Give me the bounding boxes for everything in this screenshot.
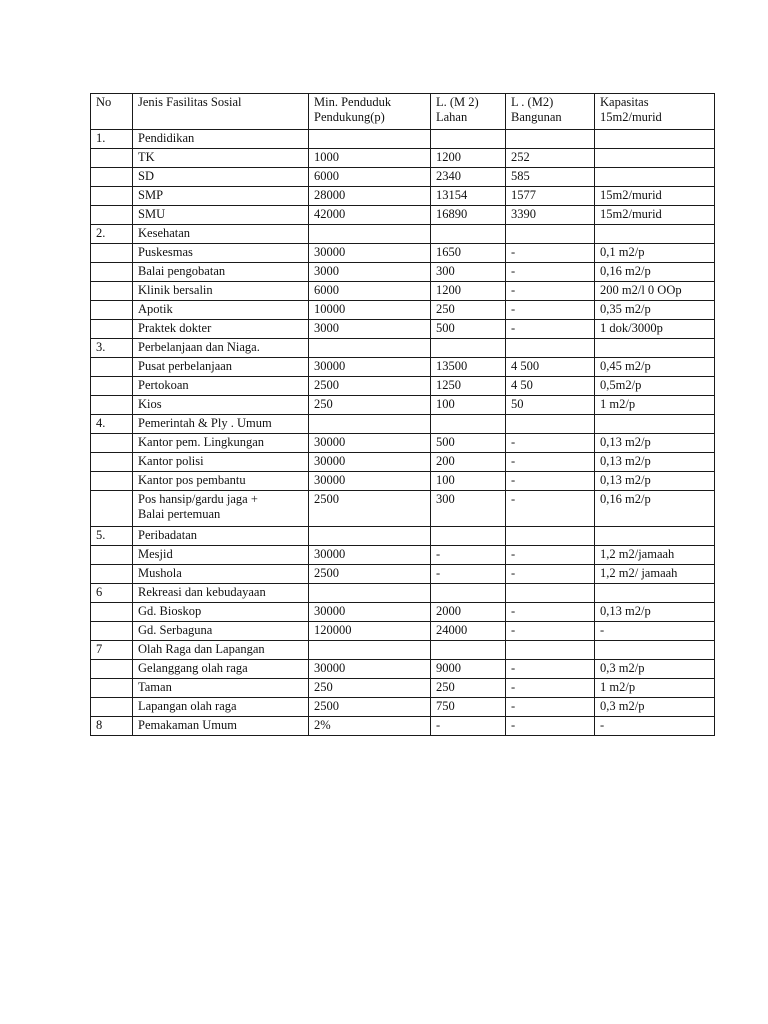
cell-no: 4. (91, 415, 133, 434)
cell-no (91, 187, 133, 206)
cell-capacity: 0,5m2/p (595, 377, 715, 396)
table-row (91, 717, 715, 736)
table-row (91, 377, 715, 396)
cell-land-area: - (431, 565, 506, 584)
cell-building-area: - (506, 453, 595, 472)
cell-building-area (506, 641, 595, 660)
cell-min-population (309, 527, 431, 546)
table-row (91, 660, 715, 679)
cell-min-population (309, 415, 431, 434)
table-row (91, 130, 715, 149)
header-row (91, 94, 715, 130)
cell-no (91, 472, 133, 491)
cell-capacity: 0,1 m2/p (595, 244, 715, 263)
table-row (91, 603, 715, 622)
cell-no (91, 263, 133, 282)
cell-capacity: 0,45 m2/p (595, 358, 715, 377)
cell-building-area: - (506, 244, 595, 263)
table-row (91, 320, 715, 339)
cell-building-area: 4 50 (506, 377, 595, 396)
cell-facility-type: Pusat perbelanjaan (133, 358, 309, 377)
cell-facility-type: Praktek dokter (133, 320, 309, 339)
table-row (91, 206, 715, 225)
cell-min-population: 30000 (309, 358, 431, 377)
cell-facility-type: Perbelanjaan dan Niaga. (133, 339, 309, 358)
cell-no (91, 396, 133, 415)
table-row (91, 698, 715, 717)
cell-building-area (506, 527, 595, 546)
cell-capacity: 1 m2/p (595, 679, 715, 698)
table-row (91, 168, 715, 187)
cell-min-population: 3000 (309, 320, 431, 339)
cell-facility-type: Kios (133, 396, 309, 415)
cell-building-area: 50 (506, 396, 595, 415)
cell-no: 3. (91, 339, 133, 358)
cell-capacity: 0,16 m2/p (595, 491, 715, 527)
cell-no (91, 660, 133, 679)
table-row (91, 622, 715, 641)
table-row (91, 434, 715, 453)
cell-building-area: - (506, 660, 595, 679)
table-row (91, 225, 715, 244)
cell-capacity: 1 m2/p (595, 396, 715, 415)
cell-no (91, 565, 133, 584)
cell-facility-type: SMU (133, 206, 309, 225)
cell-facility-type: Pemerintah & Ply . Umum (133, 415, 309, 434)
cell-land-area: 16890 (431, 206, 506, 225)
cell-capacity (595, 130, 715, 149)
cell-no: 8 (91, 717, 133, 736)
cell-building-area: - (506, 565, 595, 584)
cell-building-area: - (506, 301, 595, 320)
cell-building-area: 252 (506, 149, 595, 168)
table-row (91, 301, 715, 320)
cell-building-area (506, 130, 595, 149)
cell-capacity (595, 527, 715, 546)
cell-capacity (595, 584, 715, 603)
cell-min-population: 30000 (309, 660, 431, 679)
cell-no (91, 679, 133, 698)
cell-land-area (431, 225, 506, 244)
cell-land-area: 750 (431, 698, 506, 717)
cell-land-area: 24000 (431, 622, 506, 641)
cell-min-population: 28000 (309, 187, 431, 206)
cell-capacity: 0,3 m2/p (595, 660, 715, 679)
cell-land-area: 100 (431, 396, 506, 415)
cell-land-area: 1250 (431, 377, 506, 396)
cell-land-area: 250 (431, 679, 506, 698)
cell-capacity: 0,3 m2/p (595, 698, 715, 717)
cell-facility-type: Mesjid (133, 546, 309, 565)
cell-min-population: 2500 (309, 565, 431, 584)
cell-facility-type: Kantor pem. Lingkungan (133, 434, 309, 453)
cell-min-population: 1000 (309, 149, 431, 168)
cell-min-population (309, 641, 431, 660)
cell-land-area: 1200 (431, 149, 506, 168)
header-min-population: Min. Penduduk Pendukung(p) (309, 94, 431, 130)
cell-facility-type: Lapangan olah raga (133, 698, 309, 717)
cell-no (91, 698, 133, 717)
cell-min-population: 3000 (309, 263, 431, 282)
cell-land-area: 500 (431, 434, 506, 453)
cell-land-area: - (431, 717, 506, 736)
table-row (91, 396, 715, 415)
cell-capacity (595, 149, 715, 168)
table-row (91, 187, 715, 206)
cell-land-area: 200 (431, 453, 506, 472)
cell-min-population: 250 (309, 679, 431, 698)
cell-capacity: 0,13 m2/p (595, 603, 715, 622)
cell-min-population: 2500 (309, 491, 431, 527)
header-no: No (91, 94, 133, 130)
cell-facility-type: Pos hansip/gardu jaga + Balai pertemuan (133, 491, 309, 527)
cell-facility-type: Rekreasi dan kebudayaan (133, 584, 309, 603)
cell-facility-type: Balai pengobatan (133, 263, 309, 282)
cell-capacity: 0,13 m2/p (595, 472, 715, 491)
cell-no (91, 149, 133, 168)
table-row (91, 641, 715, 660)
cell-building-area: - (506, 491, 595, 527)
cell-land-area: 300 (431, 263, 506, 282)
cell-min-population: 120000 (309, 622, 431, 641)
cell-no (91, 282, 133, 301)
header-land-area: L. (M 2) Lahan (431, 94, 506, 130)
cell-facility-type: Gd. Serbaguna (133, 622, 309, 641)
header-facility-type: Jenis Fasilitas Sosial (133, 94, 309, 130)
header-capacity: Kapasitas 15m2/murid (595, 94, 715, 130)
cell-building-area: - (506, 434, 595, 453)
cell-min-population: 30000 (309, 546, 431, 565)
cell-facility-type: Puskesmas (133, 244, 309, 263)
cell-capacity: - (595, 622, 715, 641)
cell-facility-type: Pertokoan (133, 377, 309, 396)
cell-no (91, 358, 133, 377)
cell-building-area (506, 584, 595, 603)
cell-facility-type: Taman (133, 679, 309, 698)
cell-building-area: - (506, 679, 595, 698)
cell-min-population: 30000 (309, 603, 431, 622)
cell-building-area: - (506, 472, 595, 491)
cell-no (91, 434, 133, 453)
table-row (91, 527, 715, 546)
cell-land-area: 250 (431, 301, 506, 320)
table-row (91, 339, 715, 358)
cell-land-area: 9000 (431, 660, 506, 679)
cell-no (91, 453, 133, 472)
table-row (91, 565, 715, 584)
table-row (91, 472, 715, 491)
cell-no (91, 377, 133, 396)
cell-min-population: 42000 (309, 206, 431, 225)
cell-min-population: 2500 (309, 377, 431, 396)
cell-building-area (506, 339, 595, 358)
cell-min-population (309, 584, 431, 603)
cell-building-area: 4 500 (506, 358, 595, 377)
cell-min-population (309, 225, 431, 244)
cell-facility-type: TK (133, 149, 309, 168)
cell-min-population: 2% (309, 717, 431, 736)
cell-min-population (309, 130, 431, 149)
cell-building-area: - (506, 622, 595, 641)
cell-building-area: - (506, 603, 595, 622)
cell-land-area (431, 339, 506, 358)
cell-no (91, 168, 133, 187)
table-row (91, 149, 715, 168)
cell-capacity (595, 641, 715, 660)
cell-facility-type: Pemakaman Umum (133, 717, 309, 736)
table-row (91, 263, 715, 282)
cell-building-area (506, 415, 595, 434)
table-row (91, 584, 715, 603)
cell-min-population: 30000 (309, 434, 431, 453)
cell-min-population: 10000 (309, 301, 431, 320)
cell-no (91, 603, 133, 622)
cell-no (91, 206, 133, 225)
cell-min-population: 30000 (309, 453, 431, 472)
cell-facility-type: Gelanggang olah raga (133, 660, 309, 679)
cell-capacity (595, 168, 715, 187)
table-row (91, 491, 715, 527)
cell-building-area: - (506, 546, 595, 565)
cell-capacity: 1,2 m2/ jamaah (595, 565, 715, 584)
facilities-table (90, 93, 715, 736)
cell-facility-type: Pendidikan (133, 130, 309, 149)
cell-min-population: 2500 (309, 698, 431, 717)
cell-min-population (309, 339, 431, 358)
cell-min-population: 6000 (309, 282, 431, 301)
cell-facility-type: SMP (133, 187, 309, 206)
cell-capacity: 0,35 m2/p (595, 301, 715, 320)
cell-facility-type: Apotik (133, 301, 309, 320)
cell-land-area: 2340 (431, 168, 506, 187)
cell-min-population: 6000 (309, 168, 431, 187)
cell-no: 5. (91, 527, 133, 546)
cell-facility-type: Klinik bersalin (133, 282, 309, 301)
cell-no: 1. (91, 130, 133, 149)
cell-land-area: - (431, 546, 506, 565)
cell-facility-type: Kantor polisi (133, 453, 309, 472)
cell-facility-type: Peribadatan (133, 527, 309, 546)
cell-min-population: 30000 (309, 472, 431, 491)
header-building-area: L . (M2) Bangunan (506, 94, 595, 130)
cell-land-area: 13500 (431, 358, 506, 377)
table-body (91, 94, 715, 736)
cell-land-area (431, 527, 506, 546)
cell-building-area: 585 (506, 168, 595, 187)
cell-building-area: 3390 (506, 206, 595, 225)
cell-capacity (595, 339, 715, 358)
cell-land-area (431, 641, 506, 660)
cell-capacity: 1,2 m2/jamaah (595, 546, 715, 565)
cell-land-area (431, 415, 506, 434)
cell-facility-type: SD (133, 168, 309, 187)
cell-facility-type: Kesehatan (133, 225, 309, 244)
cell-land-area: 300 (431, 491, 506, 527)
cell-land-area: 500 (431, 320, 506, 339)
cell-capacity: 0,13 m2/p (595, 453, 715, 472)
cell-land-area: 13154 (431, 187, 506, 206)
cell-building-area: - (506, 320, 595, 339)
cell-building-area: - (506, 698, 595, 717)
cell-no (91, 244, 133, 263)
cell-no (91, 622, 133, 641)
cell-no: 7 (91, 641, 133, 660)
cell-no: 2. (91, 225, 133, 244)
cell-land-area: 2000 (431, 603, 506, 622)
cell-land-area: 1200 (431, 282, 506, 301)
cell-no (91, 320, 133, 339)
cell-land-area (431, 130, 506, 149)
cell-building-area (506, 225, 595, 244)
table-row (91, 679, 715, 698)
cell-facility-type: Kantor pos pembantu (133, 472, 309, 491)
cell-facility-type: Mushola (133, 565, 309, 584)
table-row (91, 358, 715, 377)
cell-building-area: - (506, 717, 595, 736)
cell-capacity: 15m2/murid (595, 206, 715, 225)
table-row (91, 244, 715, 263)
cell-capacity (595, 415, 715, 434)
cell-facility-type: Olah Raga dan Lapangan (133, 641, 309, 660)
table-row (91, 415, 715, 434)
cell-no (91, 491, 133, 527)
cell-capacity: 15m2/murid (595, 187, 715, 206)
cell-capacity: 0,13 m2/p (595, 434, 715, 453)
cell-capacity (595, 225, 715, 244)
cell-no (91, 301, 133, 320)
cell-min-population: 250 (309, 396, 431, 415)
cell-capacity: 0,16 m2/p (595, 263, 715, 282)
cell-building-area: - (506, 263, 595, 282)
cell-capacity: - (595, 717, 715, 736)
cell-land-area: 100 (431, 472, 506, 491)
cell-land-area (431, 584, 506, 603)
cell-land-area: 1650 (431, 244, 506, 263)
cell-capacity: 1 dok/3000p (595, 320, 715, 339)
cell-no: 6 (91, 584, 133, 603)
cell-capacity: 200 m2/l 0 OOp (595, 282, 715, 301)
table-row (91, 282, 715, 301)
cell-min-population: 30000 (309, 244, 431, 263)
cell-building-area: 1577 (506, 187, 595, 206)
table-row (91, 453, 715, 472)
cell-building-area: - (506, 282, 595, 301)
cell-no (91, 546, 133, 565)
cell-facility-type: Gd. Bioskop (133, 603, 309, 622)
table-row (91, 546, 715, 565)
